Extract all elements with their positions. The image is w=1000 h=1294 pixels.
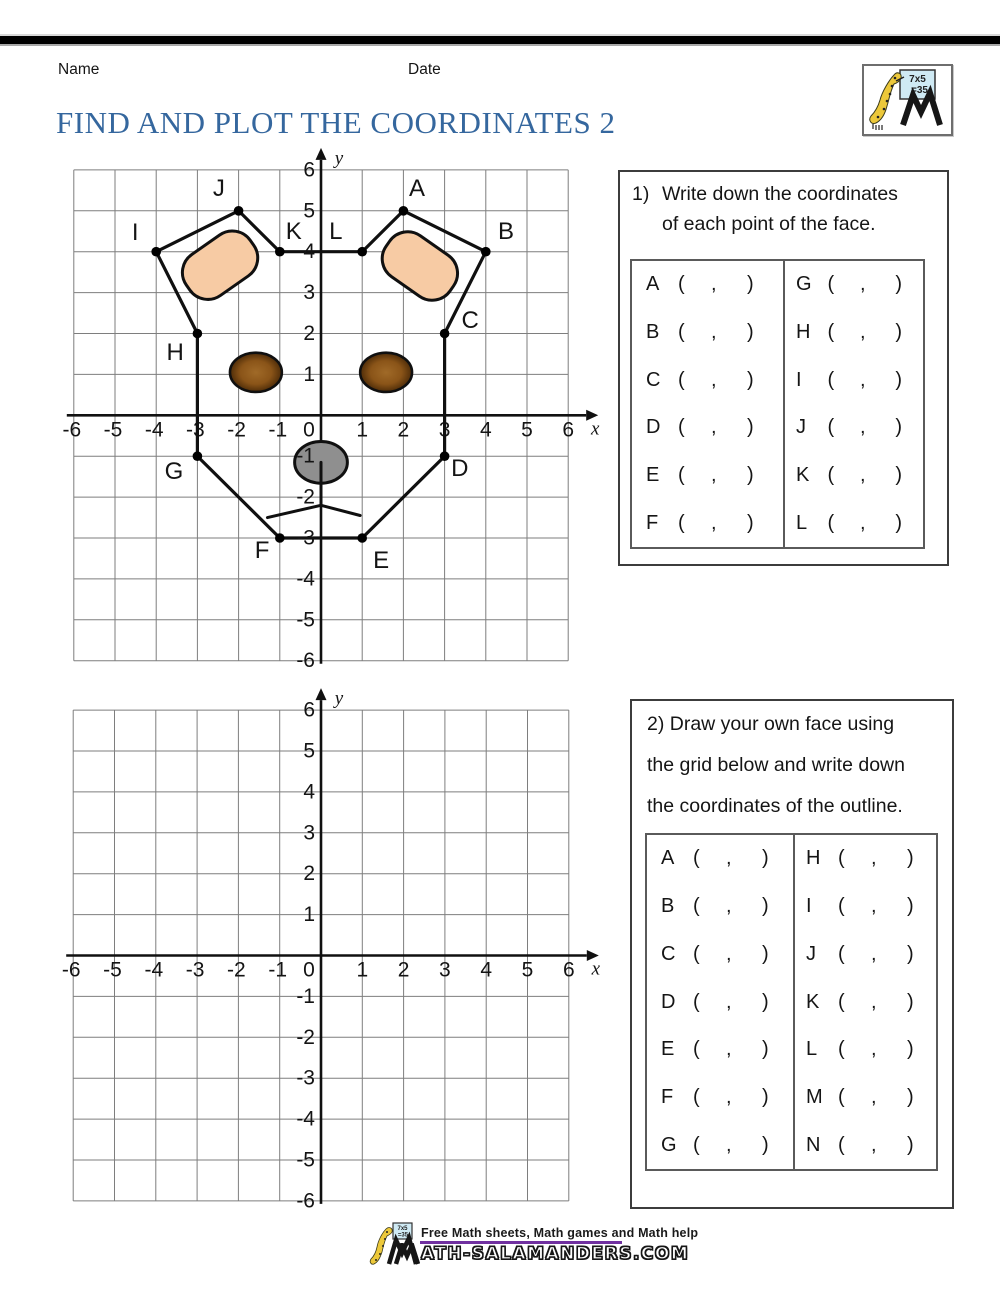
- coordinate-slot-comma: ,: [859, 416, 866, 439]
- question-2-line2: the grid below and write down: [647, 754, 905, 776]
- x-tick-label: 2: [397, 418, 410, 442]
- point-dot: [275, 247, 285, 257]
- x-tick-label: 0: [303, 418, 315, 442]
- answer-row-F: [632, 499, 783, 547]
- coordinate-slot-close: ): [907, 1133, 914, 1156]
- coordinate-slot-open: (: [678, 416, 685, 439]
- point-letter: B: [646, 321, 660, 343]
- answer-table-2: [645, 833, 938, 1171]
- coordinate-slot-open: (: [838, 942, 845, 965]
- coordinate-slot-comma: ,: [711, 321, 717, 343]
- point-letter: J: [796, 416, 806, 439]
- y-tick-label: -6: [296, 649, 315, 673]
- point-dot: [234, 206, 244, 216]
- x-tick-label: 3: [439, 958, 451, 982]
- y-tick-label: -1: [296, 444, 315, 468]
- point-letter: D: [661, 990, 676, 1013]
- coordinate-slot-open: (: [827, 416, 835, 439]
- answer-row-K: [795, 978, 934, 1026]
- y-tick-label: -4: [296, 567, 315, 591]
- coordinate-slot-open: (: [827, 464, 835, 487]
- coordinate-slot-open: (: [693, 895, 700, 918]
- answer-row-B: [632, 309, 783, 357]
- point-letter: G: [661, 1133, 677, 1156]
- point-dot: [481, 247, 491, 257]
- point-dot: [440, 451, 450, 461]
- point-letter: L: [796, 511, 808, 534]
- point-letter-label: I: [131, 219, 139, 247]
- coordinate-slot-close: ): [762, 847, 769, 870]
- point-letter-label: F: [254, 536, 270, 564]
- question-1-line2: of each point of the face.: [662, 213, 876, 235]
- x-axis-letter: x: [591, 958, 601, 980]
- point-letter-label: L: [329, 217, 343, 245]
- y-tick-label: 6: [303, 698, 315, 722]
- footer-card-top: 7x5: [397, 1226, 408, 1232]
- answer-row-E: [647, 1026, 793, 1074]
- coordinate-slot-close: ): [895, 321, 903, 343]
- coordinate-slot-close: ): [907, 895, 914, 918]
- point-letter-label: E: [373, 547, 390, 575]
- question-2-box: [630, 699, 954, 1209]
- coordinate-slot-close: ): [762, 895, 769, 918]
- y-tick-label: 2: [303, 862, 315, 886]
- coordinate-slot-comma: ,: [871, 990, 877, 1013]
- coordinate-grid-plotted-face: [40, 140, 610, 675]
- coordinate-slot-close: ): [747, 416, 754, 439]
- answer-row-F: [647, 1074, 793, 1122]
- answer-column-left: [647, 835, 795, 1169]
- coordinate-slot-comma: ,: [726, 895, 732, 918]
- coordinate-slot-close: ): [762, 1038, 769, 1061]
- point-letter: A: [661, 847, 675, 870]
- question-1-number: 1): [632, 183, 650, 205]
- coordinate-slot-comma: ,: [726, 942, 732, 965]
- x-tick-label: -4: [144, 418, 164, 442]
- answer-row-C: [647, 930, 793, 978]
- coordinate-slot-open: (: [838, 847, 845, 870]
- y-tick-label: 4: [303, 240, 315, 264]
- answer-row-I: [795, 883, 934, 931]
- coordinate-slot-comma: ,: [871, 942, 877, 965]
- coordinate-slot-open: (: [693, 1133, 700, 1156]
- coordinate-grid-blank: [40, 685, 610, 1215]
- coordinate-slot-close: ): [907, 990, 914, 1013]
- y-tick-label: 4: [303, 780, 315, 804]
- answer-row-D: [632, 404, 783, 452]
- point-letter-label: H: [166, 338, 184, 366]
- coordinate-slot-comma: ,: [726, 1085, 732, 1108]
- answer-row-G: [647, 1121, 793, 1169]
- y-tick-label: -5: [296, 608, 315, 632]
- coordinate-slot-open: (: [693, 1085, 700, 1108]
- coordinate-slot-comma: ,: [871, 1085, 877, 1108]
- coordinate-slot-comma: ,: [726, 990, 732, 1013]
- answer-table-1: [630, 259, 925, 549]
- y-tick-label: -6: [296, 1189, 315, 1213]
- footer-site-wordmark: [394, 1242, 689, 1265]
- point-dot: [357, 247, 367, 257]
- eye-shape: [230, 353, 282, 392]
- coordinate-slot-comma: ,: [871, 895, 877, 918]
- point-letter: N: [806, 1133, 821, 1156]
- coordinate-slot-comma: ,: [859, 464, 866, 487]
- x-tick-label: 3: [438, 418, 451, 442]
- coordinate-slot-close: ): [907, 1085, 914, 1108]
- coordinate-slot-open: (: [838, 895, 845, 918]
- coordinate-slot-open: (: [693, 847, 700, 870]
- point-letter: E: [661, 1038, 675, 1061]
- answer-column-right: [795, 835, 934, 1169]
- x-tick-label: 2: [397, 958, 410, 982]
- answer-row-J: [795, 930, 934, 978]
- coordinate-slot-comma: ,: [871, 847, 877, 870]
- x-tick-label: -5: [103, 418, 123, 442]
- answer-row-D: [647, 978, 793, 1026]
- coordinate-slot-comma: ,: [711, 368, 717, 391]
- coordinate-slot-comma: ,: [859, 368, 866, 391]
- point-letter-label: A: [408, 174, 426, 202]
- coordinate-slot-comma: ,: [726, 1038, 732, 1061]
- wordmark-m-glyph: [394, 1243, 420, 1265]
- y-axis-letter: y: [334, 147, 344, 169]
- coordinate-slot-close: ): [747, 321, 754, 343]
- answer-row-N: [795, 1121, 934, 1169]
- x-tick-label: -4: [144, 958, 164, 982]
- x-tick-label: 1: [356, 958, 369, 982]
- coordinate-slot-open: (: [678, 464, 685, 487]
- x-tick-label: -2: [227, 418, 246, 442]
- x-tick-label: -3: [185, 958, 205, 982]
- point-dot: [193, 451, 203, 461]
- point-letter: I: [806, 895, 812, 918]
- coordinate-slot-open: (: [827, 368, 835, 391]
- coordinate-slot-comma: ,: [726, 1133, 732, 1156]
- coordinate-slot-open: (: [693, 942, 700, 965]
- coordinate-slot-open: (: [838, 1038, 845, 1061]
- coordinate-slot-close: ): [762, 990, 769, 1013]
- y-tick-label: -2: [296, 1025, 315, 1049]
- coordinate-slot-open: (: [693, 1038, 700, 1061]
- coordinate-slot-open: (: [827, 321, 835, 343]
- point-dot: [151, 247, 161, 257]
- coordinate-slot-close: ): [895, 464, 903, 487]
- point-letter: J: [806, 942, 816, 965]
- coordinate-slot-close: ): [895, 368, 903, 391]
- answer-row-C: [632, 356, 783, 404]
- point-letter-label: K: [285, 217, 302, 245]
- point-letter: H: [796, 321, 811, 343]
- coordinate-slot-open: (: [678, 511, 685, 534]
- point-letter-label: G: [164, 457, 184, 485]
- question-1-box: [618, 170, 949, 566]
- point-dot: [193, 329, 203, 339]
- y-axis-letter: y: [334, 688, 344, 710]
- y-axis-arrow: [316, 148, 327, 160]
- answer-row-L: [795, 1026, 934, 1074]
- point-letter: F: [661, 1085, 674, 1108]
- answer-row-H: [795, 835, 934, 883]
- answer-row-J: [785, 404, 921, 452]
- salamander-feet: [873, 124, 882, 130]
- answer-row-A: [647, 835, 793, 883]
- coordinate-slot-comma: ,: [711, 273, 717, 296]
- y-tick-label: 6: [303, 158, 315, 182]
- x-tick-label: -1: [268, 418, 288, 442]
- answer-row-A: [632, 261, 783, 309]
- x-tick-label: -3: [186, 418, 205, 442]
- question-1-line1: Write down the coordinates: [662, 183, 898, 205]
- coordinate-slot-close: ): [907, 942, 914, 965]
- point-letter-label: D: [451, 455, 469, 483]
- point-letter: C: [646, 368, 661, 391]
- answer-row-E: [632, 452, 783, 500]
- x-tick-label: -5: [103, 958, 122, 982]
- point-letter: C: [661, 942, 676, 965]
- x-tick-label: 4: [480, 958, 493, 982]
- coordinate-slot-comma: ,: [871, 1133, 877, 1156]
- answer-row-G: [785, 261, 921, 309]
- y-tick-label: 1: [303, 362, 315, 386]
- point-letter: K: [796, 464, 810, 487]
- x-tick-label: 6: [562, 958, 575, 982]
- coordinate-slot-open: (: [838, 1085, 845, 1108]
- footer-tagline: Free Math sheets, Math games and Math help: [421, 1226, 699, 1240]
- answer-row-L: [785, 499, 921, 547]
- coordinate-slot-close: ): [747, 464, 754, 487]
- point-letter: B: [661, 895, 675, 918]
- y-tick-label: 1: [303, 903, 315, 927]
- coordinate-slot-comma: ,: [711, 416, 717, 439]
- y-tick-label: 5: [303, 199, 315, 223]
- date-label: Date: [408, 61, 441, 78]
- coordinate-slot-open: (: [678, 273, 685, 296]
- x-tick-label: 0: [303, 958, 315, 982]
- point-letter-label: B: [497, 217, 514, 245]
- answer-column-right: [785, 261, 921, 547]
- coordinate-slot-comma: ,: [726, 847, 732, 870]
- coordinate-slot-close: ): [762, 1133, 769, 1156]
- coordinate-slot-open: (: [838, 990, 845, 1013]
- point-dot: [357, 533, 367, 543]
- point-dot: [275, 533, 285, 543]
- coordinate-slot-open: (: [693, 990, 700, 1013]
- coordinate-slot-open: (: [827, 273, 835, 296]
- y-axis-arrow: [316, 688, 327, 700]
- point-letter: I: [796, 368, 802, 391]
- coordinate-slot-close: ): [907, 1038, 914, 1061]
- y-tick-label: -4: [296, 1107, 315, 1131]
- coordinate-slot-comma: ,: [859, 511, 866, 534]
- y-tick-label: -1: [296, 984, 315, 1008]
- card-fact-bottom: =35: [911, 85, 928, 96]
- answer-row-K: [785, 452, 921, 500]
- footer-card-bottom: =35: [397, 1232, 409, 1239]
- card-fact-top: 7x5: [909, 74, 926, 85]
- math-salamanders-logo: [862, 64, 953, 136]
- y-tick-label: 3: [303, 821, 315, 845]
- point-letter: F: [646, 511, 659, 534]
- coordinate-slot-close: ): [762, 1085, 769, 1108]
- coordinate-slot-close: ): [895, 273, 903, 296]
- answer-row-B: [647, 883, 793, 931]
- point-letter: M: [806, 1085, 823, 1108]
- y-tick-label: -2: [296, 485, 315, 509]
- answer-row-M: [795, 1074, 934, 1122]
- coordinate-slot-comma: ,: [871, 1038, 877, 1061]
- coordinate-slot-close: ): [747, 368, 754, 391]
- answer-row-H: [785, 309, 921, 357]
- coordinate-slot-close: ): [895, 416, 903, 439]
- eye-shape: [360, 353, 412, 392]
- x-tick-label: 4: [479, 418, 492, 442]
- point-letter: E: [646, 464, 660, 487]
- x-tick-label: -1: [268, 958, 288, 982]
- y-tick-label: 3: [303, 281, 315, 305]
- coordinate-slot-open: (: [827, 511, 835, 534]
- coordinate-slot-close: ): [762, 942, 769, 965]
- coordinate-slot-comma: ,: [711, 511, 717, 534]
- coordinate-slot-open: (: [678, 368, 685, 391]
- point-letter: L: [806, 1038, 818, 1061]
- x-axis-letter: x: [590, 418, 600, 440]
- coordinate-slot-comma: ,: [859, 273, 866, 296]
- y-tick-label: 5: [303, 739, 315, 763]
- answer-column-left: [632, 261, 785, 547]
- coordinate-slot-close: ): [907, 847, 914, 870]
- point-letter: H: [806, 847, 821, 870]
- point-letter: G: [796, 273, 812, 296]
- point-letter: A: [646, 273, 660, 296]
- coordinate-slot-comma: ,: [859, 321, 866, 343]
- point-letter-label: J: [212, 174, 225, 202]
- coordinate-slot-close: ): [747, 511, 754, 534]
- x-tick-label: 6: [562, 418, 575, 442]
- y-tick-label: -3: [296, 526, 315, 550]
- y-tick-label: 2: [303, 322, 315, 345]
- coordinate-slot-close: ): [747, 273, 754, 296]
- x-tick-label: -6: [61, 958, 81, 982]
- point-dot: [440, 329, 450, 339]
- question-2-line3: the coordinates of the outline.: [647, 795, 903, 817]
- x-tick-label: -6: [62, 418, 82, 442]
- x-tick-label: -2: [227, 958, 246, 982]
- answer-row-I: [785, 356, 921, 404]
- x-tick-label: 5: [521, 418, 533, 442]
- x-tick-label: 1: [356, 418, 369, 442]
- y-tick-label: -5: [296, 1148, 315, 1172]
- point-letter: K: [806, 990, 820, 1013]
- coordinate-slot-comma: ,: [711, 464, 717, 487]
- x-tick-label: 5: [521, 958, 534, 982]
- point-dot: [399, 206, 409, 216]
- name-label: Name: [58, 61, 100, 78]
- logo-graphic: [864, 66, 947, 130]
- coordinate-slot-open: (: [838, 1133, 845, 1156]
- coordinate-slot-close: ): [895, 511, 903, 534]
- page-title: FIND AND PLOT THE COORDINATES 2: [56, 105, 616, 140]
- footer-site-name: ATH-SALAMANDERS.COM: [421, 1244, 690, 1264]
- mouth-line: [321, 505, 360, 515]
- coordinate-slot-open: (: [678, 321, 685, 343]
- point-letter: D: [646, 416, 661, 439]
- question-2-line1: 2) Draw your own face using: [647, 713, 895, 735]
- point-letter-label: C: [461, 307, 479, 335]
- top-divider-bar: [0, 34, 1000, 46]
- y-tick-label: -3: [296, 1066, 315, 1090]
